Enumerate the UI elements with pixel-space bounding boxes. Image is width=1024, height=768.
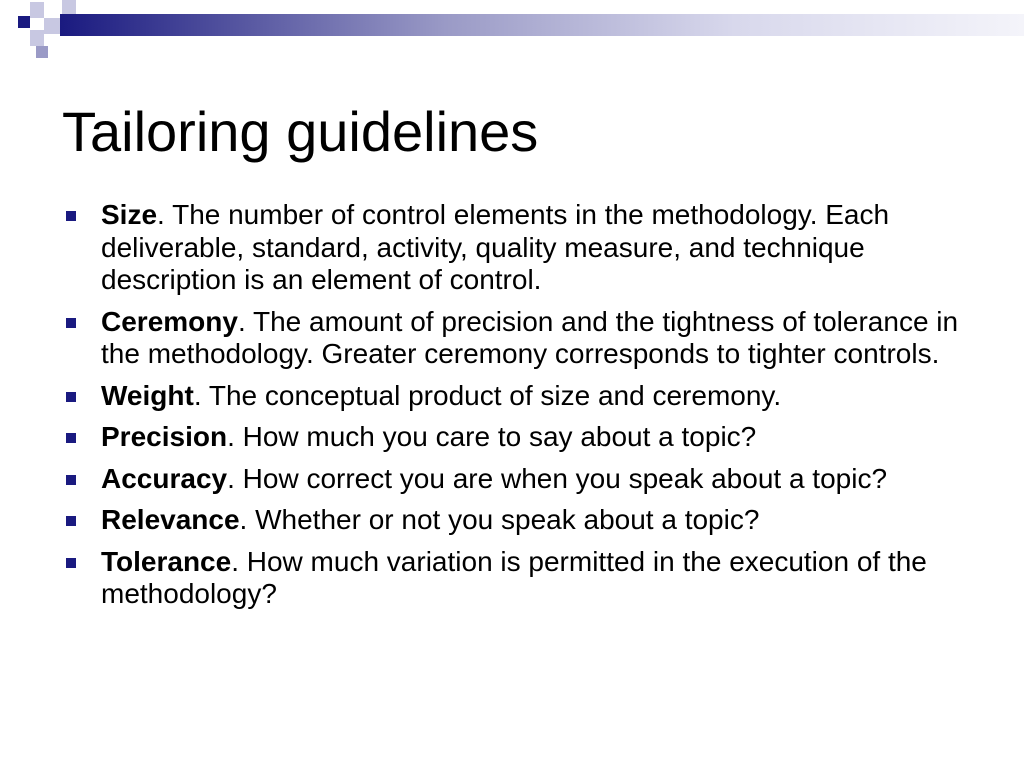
square-bullet-icon bbox=[66, 211, 76, 221]
bullet-item-ceremony bbox=[62, 306, 972, 371]
decorative-square bbox=[18, 16, 30, 28]
bullet-text: . Whether or not you speak about a topic? bbox=[239, 504, 760, 535]
bullet-list bbox=[62, 199, 972, 620]
bullet-text: . How correct you are when you speak about a topic? bbox=[227, 462, 888, 494]
bullet-term: Precision bbox=[101, 421, 228, 452]
bullet-text: . How much variation is permitted in the execution of the methodology? bbox=[101, 545, 927, 609]
bullet-term: Size bbox=[101, 199, 158, 230]
bullet-item-weight bbox=[62, 380, 972, 413]
bullet-text: . The amount of precision and the tightness of tolerance in the methodology. Greater ceremony corresponds to tighter controls. bbox=[101, 305, 959, 369]
square-bullet-icon bbox=[66, 558, 76, 568]
square-bullet-icon bbox=[66, 392, 76, 402]
bullet-text: . The number of control elements in the methodology. Each deliverable, standard, activity, quality measure, and technique description is an element of control. bbox=[101, 199, 890, 295]
header-gradient-bar bbox=[60, 14, 1024, 36]
bullet-term: Relevance bbox=[101, 504, 240, 535]
bullet-item-precision bbox=[62, 421, 972, 454]
bullet-term: Tolerance bbox=[101, 545, 232, 577]
square-bullet-icon bbox=[66, 516, 76, 526]
decorative-square bbox=[30, 30, 44, 46]
bullet-text: . The conceptual product of size and ceremony. bbox=[193, 379, 782, 411]
bullet-item-tolerance bbox=[62, 546, 972, 611]
slide-title: Tailoring guidelines bbox=[62, 100, 539, 163]
bullet-text: . How much you care to say about a topic? bbox=[227, 421, 757, 452]
bullet-item-accuracy bbox=[62, 463, 972, 496]
bullet-term: Weight bbox=[101, 379, 194, 411]
bullet-item-size bbox=[62, 199, 972, 297]
bullet-term: Accuracy bbox=[101, 462, 228, 494]
bullet-term: Ceremony bbox=[101, 305, 238, 337]
decorative-square bbox=[62, 0, 76, 14]
square-bullet-icon bbox=[66, 433, 76, 443]
square-bullet-icon bbox=[66, 318, 76, 328]
decorative-square bbox=[30, 2, 44, 18]
bullet-item-relevance bbox=[62, 504, 972, 537]
decorative-square bbox=[36, 46, 48, 58]
square-bullet-icon bbox=[66, 475, 76, 485]
